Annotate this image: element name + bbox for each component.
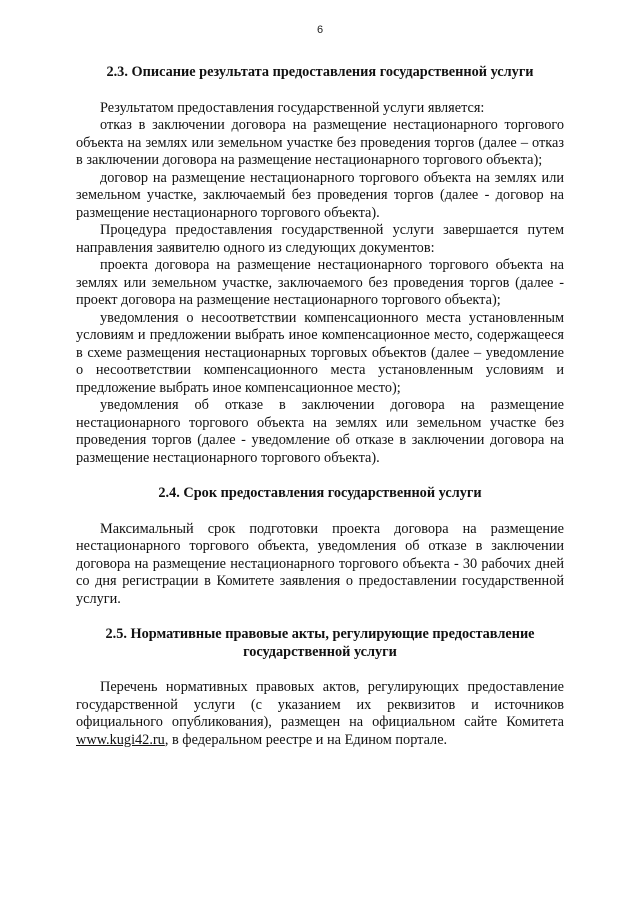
- section-2-5-paragraph: [76, 679, 564, 749]
- section-2-5-text-after-link: , в федеральном реестре и на Едином портале.: [164, 731, 448, 748]
- section-2-3-paragraph: договор на размещение нестационарного торгового объекта на землях или земельном участке, заключаемый без проведения торгов (далее - договор на размещение нестационарного торгового объекта).: [76, 169, 564, 221]
- section-2-4-title: 2.4. Срок предоставления государственной услуги: [158, 485, 482, 501]
- section-2-3-paragraph: уведомления о несоответствии компенсационного места установленным условиям и предложении выбрать иное компенсационное место, содержащееся в схеме размещения нестационарных торговых объектов (далее – уведомление о несоответствии компенсационного места установленным условиям и предложение выбрать иное компенсационное место);: [76, 309, 564, 396]
- section-2-5-text-before-link: Перечень нормативных правовых актов, регулирующих предоставление государственной услуги (с указанием их реквизитов и источников официального опубликования), размещен на официальном сайте Комитета: [76, 679, 564, 730]
- section-2-5-title: [76, 626, 564, 661]
- section-2-3-title: 2.3. Описание результата предоставления государственной услуги: [106, 64, 534, 80]
- section-2-5-title-line1: 2.5. Нормативные правовые акты, регулирующие предоставление: [105, 626, 535, 642]
- kugi42-website-link[interactable]: www.kugi42.ru: [76, 731, 165, 748]
- section-2-4-paragraph: Максимальный срок подготовки проекта договора на размещение нестационарного торгового объекта, уведомления об отказе в заключении договора на размещение нестационарного торгового объекта - 30 рабочих дней со дня регистрации в Комитете заявления о предоставлении государственной услуги.: [76, 520, 564, 607]
- section-2-5-title-line2: государственной услуги: [243, 643, 397, 660]
- section-2-3-paragraph: уведомления об отказе в заключении договора на размещение нестационарного торгового объекта на землях или земельном участке без проведения торгов (далее - уведомление об отказе в заключении договора на размещение нестационарного торгового объекта).: [76, 397, 564, 466]
- section-2-3-paragraph: Процедура предоставления государственной услуги завершается путем направления заявителю одного из следующих документов:: [76, 222, 564, 256]
- document-body: [76, 60, 564, 749]
- section-2-3-paragraph: отказ в заключении договора на размещение нестационарного торгового объекта на землях или земельном участке без проведения торгов (далее – отказ в заключении договора на размещение нестационарного торгового объекта);: [76, 117, 564, 168]
- section-2-3-paragraph: проекта договора на размещение нестационарного торгового объекта на землях или земельном участке, заключаемого без проведения торгов (далее - проект договора на размещение нестационарного торгового объекта);: [76, 257, 564, 308]
- page-number: 6: [316, 24, 324, 36]
- section-2-3-paragraph: Результатом предоставления государственной услуги является:: [100, 99, 485, 116]
